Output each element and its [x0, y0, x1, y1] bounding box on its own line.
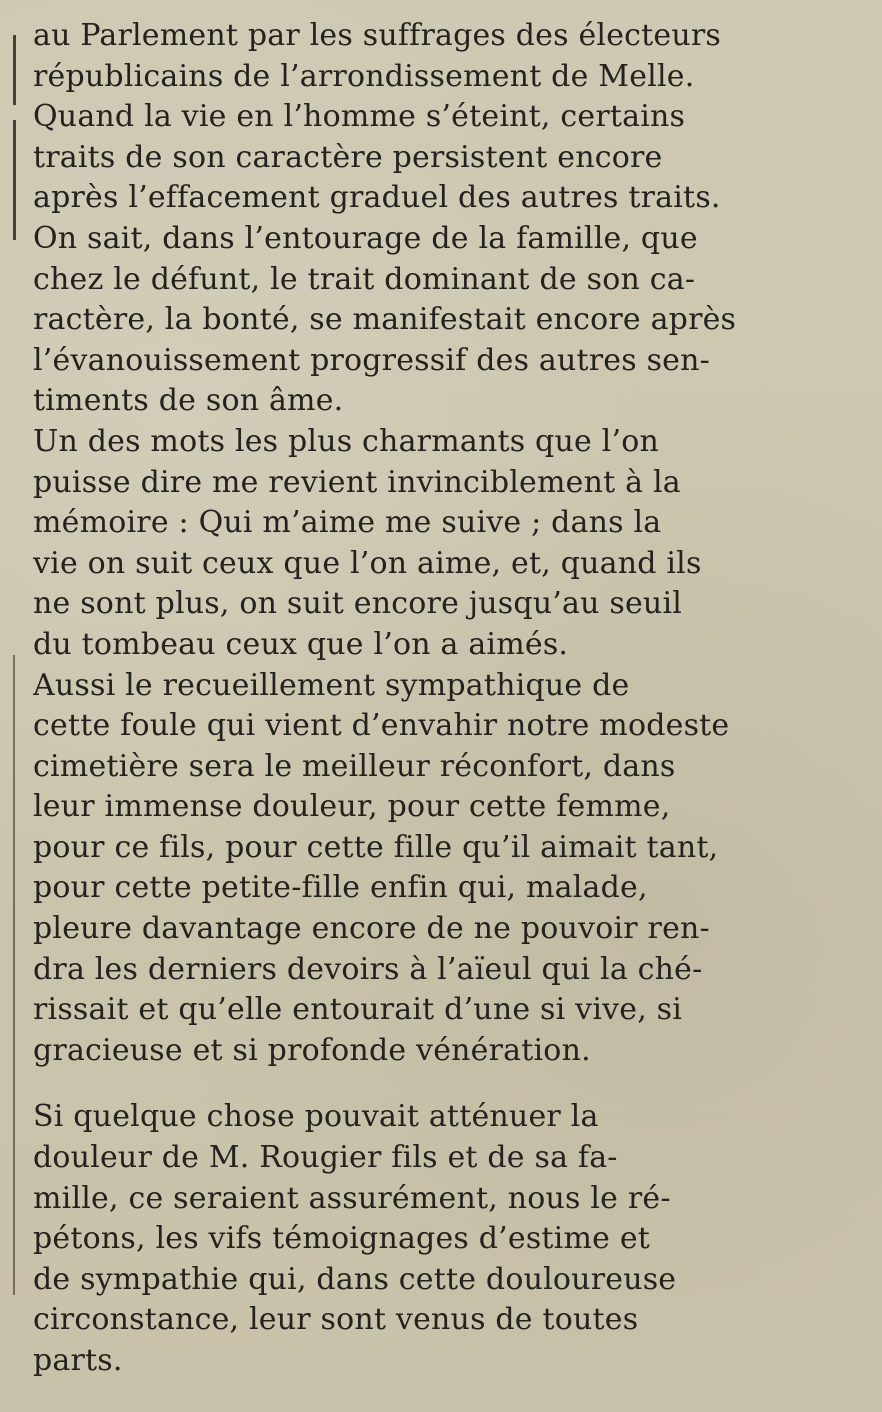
- text-line: après l’effacement graduel des autres traits.: [33, 180, 721, 216]
- text-line: gracieuse et si profonde vénération.: [33, 1032, 591, 1068]
- text-line: douleur de M. Rougier fils et de sa fa-: [33, 1140, 618, 1176]
- column-rule: [13, 35, 16, 105]
- text-line: mille, ce seraient assurément, nous le ré-: [33, 1180, 671, 1216]
- text-line: cette foule qui vient d’envahir notre modeste: [33, 708, 730, 744]
- text-line: chez le défunt, le trait dominant de son ca-: [33, 261, 696, 297]
- text-line: traits de son caractère persistent encore: [33, 139, 663, 175]
- text-line: parts.: [33, 1343, 123, 1378]
- text-line: puisse dire me revient invinciblement à la: [33, 464, 681, 500]
- article-section-1: [33, 16, 859, 1071]
- text-line: circonstance, leur sont venus de toutes: [33, 1302, 639, 1338]
- text-line: Quand la vie en l’homme s’éteint, certains: [33, 99, 686, 135]
- text-line: ractère, la bonté, se manifestait encore après: [33, 302, 737, 338]
- text-line: Si quelque chose pouvait atténuer la: [33, 1099, 599, 1135]
- text-line: ne sont plus, on suit encore jusqu’au seuil: [33, 586, 683, 622]
- text-line: Un des mots les plus charmants que l’on: [33, 423, 659, 459]
- text-line: pleure davantage encore de ne pouvoir ren-: [33, 911, 710, 947]
- text-line: On sait, dans l’entourage de la famille, que: [33, 220, 698, 256]
- text-line: leur immense douleur, pour cette femme,: [33, 789, 671, 825]
- article-body: [33, 16, 859, 1382]
- text-line: au Parlement par les suffrages des électeurs: [33, 18, 722, 53]
- text-line: républicains de l’arrondissement de Melle.: [33, 58, 695, 94]
- text-line: dra les derniers devoirs à l’aïeul qui la ché-: [33, 951, 703, 987]
- text-line: cimetière sera le meilleur réconfort, dans: [33, 748, 676, 784]
- text-line: vie on suit ceux que l’on aime, et, quand ils: [33, 545, 702, 581]
- text-line: l’évanouissement progressif des autres sen-: [33, 342, 710, 378]
- paragraph-gap: [33, 1071, 859, 1097]
- text-line: rissait et qu’elle entourait d’une si vive, si: [33, 992, 683, 1028]
- column-rule: [13, 120, 16, 240]
- text-line: du tombeau ceux que l’on a aimés.: [33, 626, 569, 662]
- article-section-2: [33, 1097, 859, 1381]
- text-line: mémoire : Qui m’aime me suive ; dans la: [33, 505, 662, 541]
- text-line: pétons, les vifs témoignages d’estime et: [33, 1221, 651, 1257]
- column-rule: [13, 655, 15, 1295]
- text-line: Aussi le recueillement sympathique de: [33, 667, 630, 703]
- text-line: pour cette petite-fille enfin qui, malade,: [33, 870, 648, 906]
- text-line: de sympathie qui, dans cette douloureuse: [33, 1261, 677, 1297]
- text-line: pour ce fils, pour cette fille qu’il aimait tant,: [33, 829, 719, 865]
- text-line: timents de son âme.: [33, 383, 344, 419]
